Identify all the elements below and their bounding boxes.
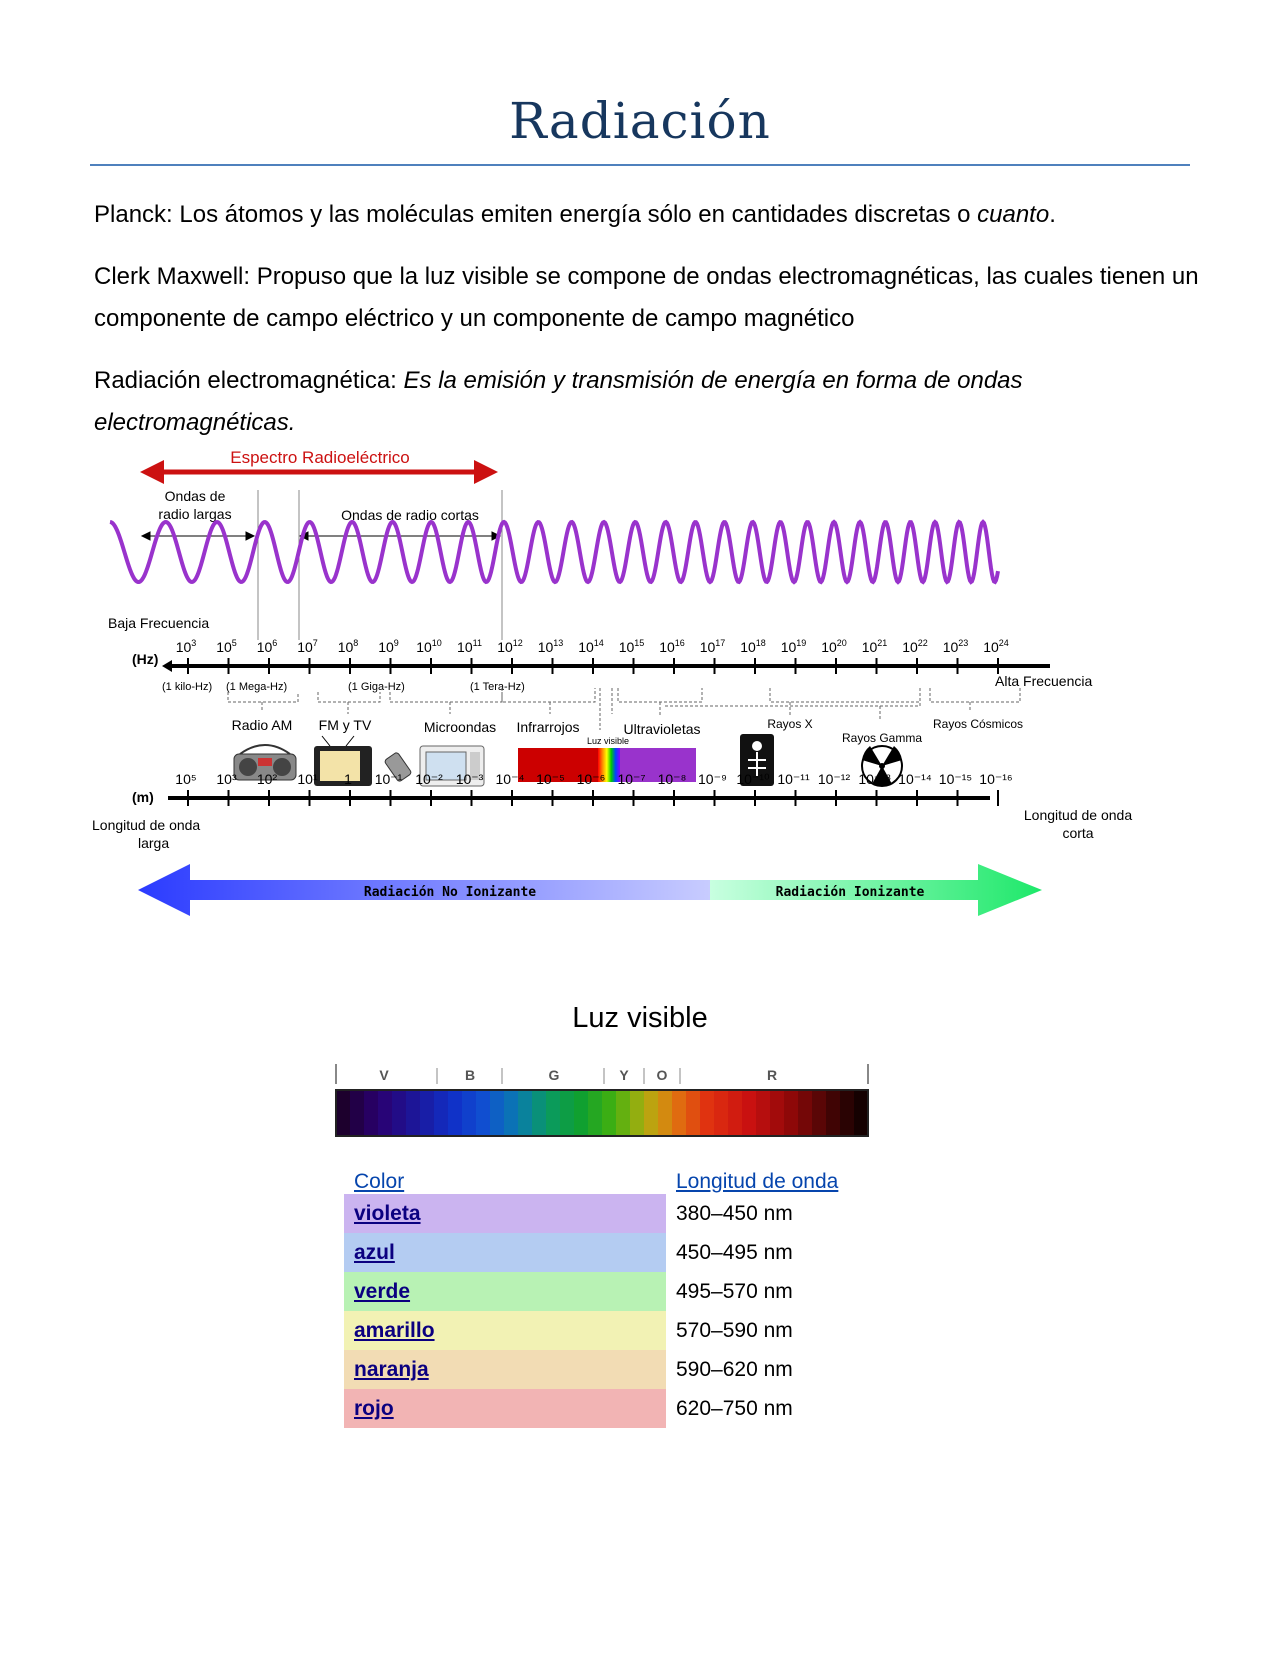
- spectrum-band: [364, 1090, 379, 1136]
- frequency-tick-label: $10^{22}$: [902, 638, 928, 655]
- spectrum-band: [462, 1090, 477, 1136]
- wavelength-tick-label: 10⁻¹⁴: [898, 771, 932, 787]
- long-wave-label-2: larga: [138, 835, 170, 851]
- wavelength-tick-label: 10²: [256, 771, 278, 787]
- spectrum-letter-y: Y: [619, 1067, 629, 1083]
- spectrum-band: [644, 1090, 659, 1136]
- hz-unit-label: (Hz): [132, 651, 159, 667]
- color-cell: [344, 1194, 666, 1233]
- ionizing-label: Radiación Ionizante: [775, 885, 925, 900]
- spectrum-band: [770, 1090, 785, 1136]
- spectrum-band: [476, 1090, 491, 1136]
- spectrum-band: [728, 1090, 743, 1136]
- frequency-exponent: 18: [755, 638, 766, 648]
- spectrum-band: [798, 1090, 813, 1136]
- color-wavelength-table: [344, 1158, 886, 1428]
- wavelength-tick-label: 10³: [216, 771, 237, 787]
- color-link[interactable]: azul: [354, 1240, 395, 1264]
- color-link[interactable]: violeta: [354, 1201, 421, 1225]
- table-row: [344, 1272, 886, 1311]
- spectrum-bands: [336, 1090, 869, 1136]
- frequency-tick-label: $10^3$: [175, 638, 197, 655]
- frequency-exponent: 5: [231, 638, 237, 648]
- frequency-exponent: 12: [512, 638, 523, 648]
- frequency-tick-label: $10^{19}$: [780, 638, 807, 655]
- short-wave-label-1: Longitud de onda: [1023, 807, 1133, 823]
- wavelength-cell: 620–750 nm: [666, 1389, 886, 1428]
- spectrum-letter-b: B: [464, 1067, 476, 1083]
- frequency-wave: [110, 522, 998, 582]
- kilo-hz-label: (1 kilo-Hz): [162, 681, 213, 693]
- frequency-tick-label: $10^6$: [256, 638, 278, 655]
- spectrum-letter-r: R: [766, 1067, 778, 1083]
- wavelength-tick-label: 10⁻¹: [374, 771, 403, 787]
- wavelength-cell: 450–495 nm: [666, 1233, 886, 1272]
- spectrum-band: [672, 1090, 687, 1136]
- band-radio-am: Radio AM: [231, 717, 293, 733]
- wavelength-cell: 380–450 nm: [666, 1194, 886, 1233]
- band-cosmic-rays: Rayos Cósmicos: [932, 717, 1024, 731]
- spectrum-band: [350, 1090, 365, 1136]
- spectrum-band: [560, 1090, 575, 1136]
- spectrum-band: [742, 1090, 757, 1136]
- wavelength-tick-label: 10⁻¹²: [817, 771, 851, 787]
- color-column-header[interactable]: Color: [354, 1170, 405, 1193]
- table-row: [344, 1233, 886, 1272]
- color-cell: [344, 1272, 666, 1311]
- spectrum-letter-g: G: [548, 1067, 560, 1083]
- spectrum-band: [784, 1090, 799, 1136]
- wavelength-cell: 570–590 nm: [666, 1311, 886, 1350]
- wavelength-column-header[interactable]: Longitud de onda: [676, 1170, 839, 1193]
- wavelength-tick-label: 10⁻¹⁵: [938, 771, 973, 787]
- color-cell: [344, 1389, 666, 1428]
- wavelength-tick-label: 10⁻⁹: [698, 771, 727, 787]
- frequency-exponent: 23: [958, 638, 969, 648]
- low-frequency-label: Baja Frecuencia: [108, 615, 210, 631]
- frequency-exponent: 20: [836, 638, 847, 648]
- frequency-tick-label: $10^{16}$: [659, 638, 685, 655]
- spectrum-letter-v: V: [379, 1067, 389, 1083]
- m-unit-label: (m): [132, 789, 154, 805]
- wavelength-tick-label: 1: [344, 771, 352, 787]
- table-row: [344, 1389, 886, 1428]
- electromagnetic-spectrum-diagram: [90, 440, 1190, 950]
- band-x-rays: Rayos X: [767, 717, 813, 731]
- frequency-tick-label: $10^{21}$: [861, 638, 888, 655]
- wavelength-tick-label: 10⁻¹¹: [777, 771, 810, 787]
- wavelength-tick-label: 10⁵: [175, 771, 197, 787]
- mega-hz-label: (1 Mega-Hz): [226, 681, 288, 693]
- spectrum-band: [700, 1090, 715, 1136]
- color-link[interactable]: amarillo: [354, 1318, 435, 1342]
- non-ionizing-label: Radiación No Ionizante: [363, 885, 537, 900]
- frequency-tick-label: $10^{24}$: [983, 638, 1009, 655]
- title-underline: [90, 164, 1190, 166]
- band-fm-tv: FM y TV: [318, 717, 372, 733]
- planck-suffix: .: [1049, 201, 1056, 228]
- short-wave-label-2: corta: [1062, 825, 1094, 841]
- spectrum-band: [392, 1090, 407, 1136]
- frequency-exponent: 16: [674, 638, 685, 648]
- wavelength-tick-label: 10⁻⁵: [536, 771, 565, 787]
- frequency-exponent: 13: [553, 638, 564, 648]
- spectrum-band: [630, 1090, 645, 1136]
- maxwell-paragraph: Clerk Maxwell: Propuso que la luz visible se compone de ondas electromagnéticas, las cuales tienen un componente de campo eléctrico y un componente de campo magnético: [94, 263, 1199, 332]
- color-link[interactable]: naranja: [354, 1357, 429, 1381]
- frequency-tick-label: $10^{23}$: [942, 638, 969, 655]
- long-wave-label-1: Longitud de onda: [92, 817, 201, 833]
- frequency-tick-label: $10^7$: [297, 638, 318, 655]
- frequency-exponent: 15: [634, 638, 645, 648]
- table-row: [344, 1311, 886, 1350]
- table-body: [344, 1194, 886, 1428]
- band-microwaves: Microondas: [423, 719, 497, 735]
- wavelength-cell: 590–620 nm: [666, 1350, 886, 1389]
- long-radio-label-1: Ondas de: [164, 488, 226, 504]
- color-cell: [344, 1233, 666, 1272]
- wavelength-tick-label: 10⁻¹⁶: [979, 771, 1013, 787]
- table-header-row: [344, 1158, 886, 1194]
- frequency-exponent: 21: [877, 638, 888, 648]
- spectrum-letter-o: O: [656, 1067, 668, 1083]
- frequency-tick-label: $10^{13}$: [537, 638, 564, 655]
- frequency-exponent: 11: [472, 638, 482, 648]
- spectrum-band: [336, 1090, 351, 1136]
- frequency-tick-label: $10^{14}$: [578, 638, 604, 655]
- band-gamma-rays: Rayos Gamma: [841, 731, 923, 745]
- frequency-tick-label: $10^{20}$: [821, 638, 847, 655]
- radiation-definition: Es la emisión y transmisión de energía en forma de ondas electromagnéticas.: [94, 367, 1023, 436]
- spectrum-band: [448, 1090, 463, 1136]
- frequency-axis-arrow: [162, 660, 172, 672]
- wavelength-tick-label: 10⁻¹⁰: [736, 771, 770, 787]
- color-cell: [344, 1350, 666, 1389]
- spectrum-band: [658, 1090, 673, 1136]
- planck-text: Planck: Los átomos y las moléculas emiten energía sólo en cantidades discretas o: [94, 201, 978, 228]
- spectrum-band: [714, 1090, 729, 1136]
- frequency-exponent: 24: [998, 638, 1009, 648]
- color-cell: [344, 1311, 666, 1350]
- spectrum-band: [756, 1090, 771, 1136]
- frequency-tick-label: $10^{10}$: [416, 638, 442, 655]
- color-link[interactable]: verde: [354, 1279, 411, 1303]
- spectrum-band: [854, 1090, 869, 1136]
- frequency-exponent: 14: [593, 638, 604, 648]
- frequency-tick-label: $10^{18}$: [740, 638, 766, 655]
- spectrum-band: [812, 1090, 827, 1136]
- spectrum-band: [378, 1090, 393, 1136]
- planck-paragraph: [94, 194, 1204, 236]
- spectrum-band: [546, 1090, 561, 1136]
- spectrum-band: [504, 1090, 519, 1136]
- band-infrared: Infrarrojos: [516, 719, 580, 735]
- spectrum-band: [420, 1090, 435, 1136]
- wavelength-tick-label: 10⁻⁷: [617, 771, 646, 787]
- spectrum-band: [406, 1090, 421, 1136]
- radio-spectrum-label: Espectro Radioeléctrico: [230, 448, 410, 467]
- wavelength-tick-label: 10⁻¹³: [858, 771, 891, 787]
- wavelength-tick-label: 10⁻⁶: [576, 771, 606, 787]
- band-ultraviolet: Ultravioletas: [623, 721, 701, 737]
- short-radio-label: Ondas de radio cortas: [341, 507, 479, 523]
- wavelength-cell: 495–570 nm: [666, 1272, 886, 1311]
- frequency-tick-label: $10^{12}$: [497, 638, 523, 655]
- frequency-exponent: 17: [715, 638, 726, 648]
- radiation-label: Radiación electromagnética:: [94, 367, 404, 394]
- table-row: [344, 1350, 886, 1389]
- frequency-exponent: 22: [917, 638, 928, 648]
- visible-light-label: Luz visible: [586, 736, 630, 746]
- spectrum-band: [686, 1090, 701, 1136]
- visible-spectrum: [332, 1062, 872, 1142]
- frequency-exponent: 10: [431, 638, 442, 648]
- spectrum-band: [588, 1090, 603, 1136]
- spectrum-band: [434, 1090, 449, 1136]
- page-title: Radiación: [509, 92, 771, 150]
- wavelength-tick-label: 10¹: [297, 771, 318, 787]
- frequency-tick-label: $10^{15}$: [618, 638, 645, 655]
- spectrum-band: [616, 1090, 631, 1136]
- frequency-exponent: 9: [393, 638, 399, 648]
- frequency-exponent: 8: [353, 638, 359, 648]
- frequency-tick-label: $10^8$: [337, 638, 359, 655]
- spectrum-band: [602, 1090, 617, 1136]
- frequency-exponent: 3: [191, 638, 197, 648]
- giga-hz-label: (1 Giga-Hz): [348, 681, 405, 693]
- spectrum-band: [532, 1090, 547, 1136]
- high-frequency-label: Alta Frecuencia: [995, 673, 1093, 689]
- table-row: [344, 1194, 886, 1233]
- long-radio-label-2: radio largas: [158, 506, 232, 522]
- frequency-tick-label: $10^9$: [378, 638, 399, 655]
- wavelength-tick-label: 10⁻³: [455, 771, 484, 787]
- wavelength-tick-label: 10⁻⁸: [657, 771, 687, 787]
- planck-italic: cuanto: [977, 201, 1050, 228]
- wavelength-ticks: [175, 771, 1012, 806]
- spectrum-band: [518, 1090, 533, 1136]
- frequency-tick-label: $10^5$: [216, 638, 237, 655]
- spectrum-band: [574, 1090, 589, 1136]
- frequency-exponent: 19: [796, 638, 807, 648]
- frequency-exponent: 7: [312, 638, 318, 648]
- spectrum-band: [490, 1090, 505, 1136]
- frequency-ticks: [176, 638, 1009, 674]
- spectrum-band: [840, 1090, 855, 1136]
- color-link[interactable]: rojo: [354, 1396, 394, 1420]
- frequency-exponent: 6: [272, 638, 278, 648]
- tv-icon: [314, 736, 372, 786]
- visible-light-title: Luz visible: [572, 1002, 708, 1034]
- tera-hz-label: (1 Tera-Hz): [470, 681, 525, 693]
- spectrum-band: [826, 1090, 841, 1136]
- frequency-tick-label: $10^{11}$: [457, 638, 482, 655]
- wavelength-tick-label: 10⁻²: [415, 771, 443, 787]
- wavelength-tick-label: 10⁻⁴: [495, 771, 525, 787]
- radiation-paragraph: [94, 360, 1204, 444]
- frequency-tick-label: $10^{17}$: [699, 638, 726, 655]
